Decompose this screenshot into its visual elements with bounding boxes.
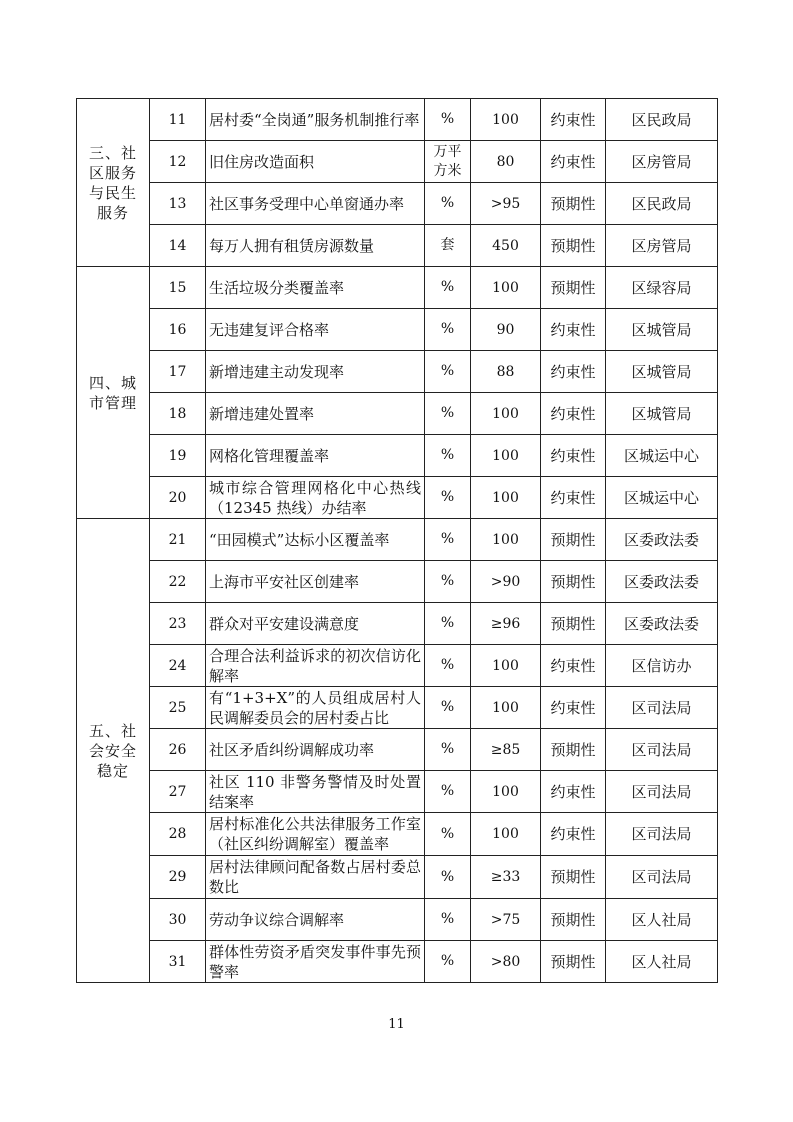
- responsible-dept-cell: 区司法局: [606, 729, 718, 771]
- row-number-cell: 16: [150, 309, 206, 351]
- target-value-cell: 100: [471, 645, 541, 687]
- table-row: [77, 435, 718, 477]
- indicator-type-cell: 约束性: [541, 309, 606, 351]
- indicator-type-cell: 预期性: [541, 729, 606, 771]
- unit-cell: %: [425, 729, 471, 771]
- indicator-name-cell: 新增违建处置率: [206, 393, 425, 435]
- row-number-cell: 30: [150, 899, 206, 941]
- row-number-cell: 25: [150, 687, 206, 729]
- category-cell: 四、城市管理: [77, 267, 150, 519]
- target-value-cell: 80: [471, 141, 541, 183]
- table-row: [77, 856, 718, 899]
- row-number-cell: 14: [150, 225, 206, 267]
- row-number-cell: 17: [150, 351, 206, 393]
- target-value-cell: 100: [471, 519, 541, 561]
- unit-cell: %: [425, 519, 471, 561]
- unit-cell: %: [425, 603, 471, 645]
- target-value-cell: 88: [471, 351, 541, 393]
- target-value-cell: >95: [471, 183, 541, 225]
- indicator-type-cell: 约束性: [541, 393, 606, 435]
- table-row: [77, 941, 718, 983]
- unit-cell: %: [425, 561, 471, 603]
- responsible-dept-cell: 区信访办: [606, 645, 718, 687]
- unit-cell: %: [425, 645, 471, 687]
- target-value-cell: >75: [471, 899, 541, 941]
- indicator-type-cell: 预期性: [541, 856, 606, 899]
- target-value-cell: 100: [471, 477, 541, 519]
- indicator-type-cell: 约束性: [541, 435, 606, 477]
- row-number-cell: 21: [150, 519, 206, 561]
- target-value-cell: 450: [471, 225, 541, 267]
- unit-cell: %: [425, 941, 471, 983]
- unit-cell: %: [425, 771, 471, 813]
- target-value-cell: >80: [471, 941, 541, 983]
- row-number-cell: 28: [150, 813, 206, 856]
- indicator-name-cell: 社区矛盾纠纷调解成功率: [206, 729, 425, 771]
- row-number-cell: 24: [150, 645, 206, 687]
- target-value-cell: 100: [471, 771, 541, 813]
- unit-cell: %: [425, 267, 471, 309]
- indicator-name-cell: 无违建复评合格率: [206, 309, 425, 351]
- responsible-dept-cell: 区绿容局: [606, 267, 718, 309]
- unit-cell: 套: [425, 225, 471, 267]
- indicator-name-cell: 居村标准化公共法律服务工作室（社区纠纷调解室）覆盖率: [206, 813, 425, 856]
- responsible-dept-cell: 区人社局: [606, 941, 718, 983]
- unit-cell: %: [425, 183, 471, 225]
- indicator-type-cell: 约束性: [541, 351, 606, 393]
- responsible-dept-cell: 区城管局: [606, 393, 718, 435]
- indicator-name-cell: 网格化管理覆盖率: [206, 435, 425, 477]
- table-row: [77, 771, 718, 813]
- unit-cell: %: [425, 393, 471, 435]
- indicator-type-cell: 预期性: [541, 183, 606, 225]
- row-number-cell: 20: [150, 477, 206, 519]
- responsible-dept-cell: 区房管局: [606, 225, 718, 267]
- table-row: [77, 393, 718, 435]
- table-row: [77, 309, 718, 351]
- unit-cell: %: [425, 856, 471, 899]
- target-value-cell: 100: [471, 267, 541, 309]
- responsible-dept-cell: 区司法局: [606, 687, 718, 729]
- table-row: [77, 225, 718, 267]
- table-row: [77, 99, 718, 141]
- indicator-name-cell: 居村委“全岗通”服务机制推行率: [206, 99, 425, 141]
- table-row: [77, 813, 718, 856]
- table-row: [77, 141, 718, 183]
- responsible-dept-cell: 区委政法委: [606, 519, 718, 561]
- unit-cell: %: [425, 309, 471, 351]
- indicator-type-cell: 预期性: [541, 899, 606, 941]
- unit-cell: %: [425, 477, 471, 519]
- row-number-cell: 15: [150, 267, 206, 309]
- table-row: [77, 561, 718, 603]
- indicator-name-cell: 社区 110 非警务警情及时处置结案率: [206, 771, 425, 813]
- responsible-dept-cell: 区司法局: [606, 856, 718, 899]
- row-number-cell: 29: [150, 856, 206, 899]
- row-number-cell: 27: [150, 771, 206, 813]
- target-value-cell: ≥33: [471, 856, 541, 899]
- responsible-dept-cell: 区城运中心: [606, 477, 718, 519]
- target-value-cell: 100: [471, 393, 541, 435]
- table-row: [77, 183, 718, 225]
- responsible-dept-cell: 区司法局: [606, 813, 718, 856]
- unit-cell: %: [425, 813, 471, 856]
- indicator-type-cell: 约束性: [541, 477, 606, 519]
- target-value-cell: ≥96: [471, 603, 541, 645]
- table-row: [77, 603, 718, 645]
- row-number-cell: 13: [150, 183, 206, 225]
- responsible-dept-cell: 区民政局: [606, 183, 718, 225]
- responsible-dept-cell: 区民政局: [606, 99, 718, 141]
- indicator-name-cell: 生活垃圾分类覆盖率: [206, 267, 425, 309]
- indicator-table: [76, 98, 718, 983]
- row-number-cell: 12: [150, 141, 206, 183]
- table-row: [77, 645, 718, 687]
- responsible-dept-cell: 区委政法委: [606, 603, 718, 645]
- indicator-type-cell: 预期性: [541, 519, 606, 561]
- indicator-name-cell: 群体性劳资矛盾突发事件事先预警率: [206, 941, 425, 983]
- unit-cell: %: [425, 351, 471, 393]
- indicator-type-cell: 预期性: [541, 603, 606, 645]
- indicator-name-cell: 有“1+3+X”的人员组成居村人民调解委员会的居村委占比: [206, 687, 425, 729]
- indicator-type-cell: 预期性: [541, 267, 606, 309]
- responsible-dept-cell: 区城管局: [606, 351, 718, 393]
- indicator-name-cell: 社区事务受理中心单窗通办率: [206, 183, 425, 225]
- responsible-dept-cell: 区城管局: [606, 309, 718, 351]
- indicator-name-cell: “田园模式”达标小区覆盖率: [206, 519, 425, 561]
- target-value-cell: ≥85: [471, 729, 541, 771]
- responsible-dept-cell: 区城运中心: [606, 435, 718, 477]
- category-cell: 五、社会安全稳定: [77, 519, 150, 983]
- indicator-table-body: [77, 99, 718, 983]
- indicator-type-cell: 约束性: [541, 813, 606, 856]
- target-value-cell: 90: [471, 309, 541, 351]
- row-number-cell: 26: [150, 729, 206, 771]
- row-number-cell: 23: [150, 603, 206, 645]
- target-value-cell: 100: [471, 435, 541, 477]
- indicator-name-cell: 居村法律顾问配备数占居村委总数比: [206, 856, 425, 899]
- target-value-cell: 100: [471, 687, 541, 729]
- row-number-cell: 31: [150, 941, 206, 983]
- responsible-dept-cell: 区委政法委: [606, 561, 718, 603]
- indicator-name-cell: 上海市平安社区创建率: [206, 561, 425, 603]
- row-number-cell: 19: [150, 435, 206, 477]
- indicator-type-cell: 约束性: [541, 771, 606, 813]
- table-row: [77, 477, 718, 519]
- unit-cell: %: [425, 435, 471, 477]
- target-value-cell: 100: [471, 99, 541, 141]
- row-number-cell: 18: [150, 393, 206, 435]
- table-row: [77, 519, 718, 561]
- row-number-cell: 11: [150, 99, 206, 141]
- indicator-name-cell: 合理合法利益诉求的初次信访化解率: [206, 645, 425, 687]
- target-value-cell: 100: [471, 813, 541, 856]
- responsible-dept-cell: 区司法局: [606, 771, 718, 813]
- table-row: [77, 729, 718, 771]
- table-row: [77, 351, 718, 393]
- indicator-name-cell: 每万人拥有租赁房源数量: [206, 225, 425, 267]
- target-value-cell: >90: [471, 561, 541, 603]
- category-cell: 三、社区服务与民生服务: [77, 99, 150, 267]
- table-row: [77, 899, 718, 941]
- indicator-type-cell: 预期性: [541, 941, 606, 983]
- indicator-name-cell: 劳动争议综合调解率: [206, 899, 425, 941]
- unit-cell: %: [425, 899, 471, 941]
- responsible-dept-cell: 区房管局: [606, 141, 718, 183]
- indicator-type-cell: 约束性: [541, 687, 606, 729]
- indicator-name-cell: 旧住房改造面积: [206, 141, 425, 183]
- table-row: [77, 267, 718, 309]
- indicator-name-cell: 城市综合管理网格化中心热线（12345 热线）办结率: [206, 477, 425, 519]
- row-number-cell: 22: [150, 561, 206, 603]
- unit-cell: %: [425, 99, 471, 141]
- table-row: [77, 687, 718, 729]
- indicator-type-cell: 约束性: [541, 141, 606, 183]
- indicator-type-cell: 约束性: [541, 645, 606, 687]
- indicator-name-cell: 群众对平安建设满意度: [206, 603, 425, 645]
- unit-cell: %: [425, 687, 471, 729]
- indicator-type-cell: 约束性: [541, 99, 606, 141]
- page-number: 11: [388, 1017, 405, 1032]
- responsible-dept-cell: 区人社局: [606, 899, 718, 941]
- indicator-type-cell: 预期性: [541, 225, 606, 267]
- indicator-name-cell: 新增违建主动发现率: [206, 351, 425, 393]
- unit-cell: 万平方米: [425, 141, 471, 183]
- indicator-type-cell: 预期性: [541, 561, 606, 603]
